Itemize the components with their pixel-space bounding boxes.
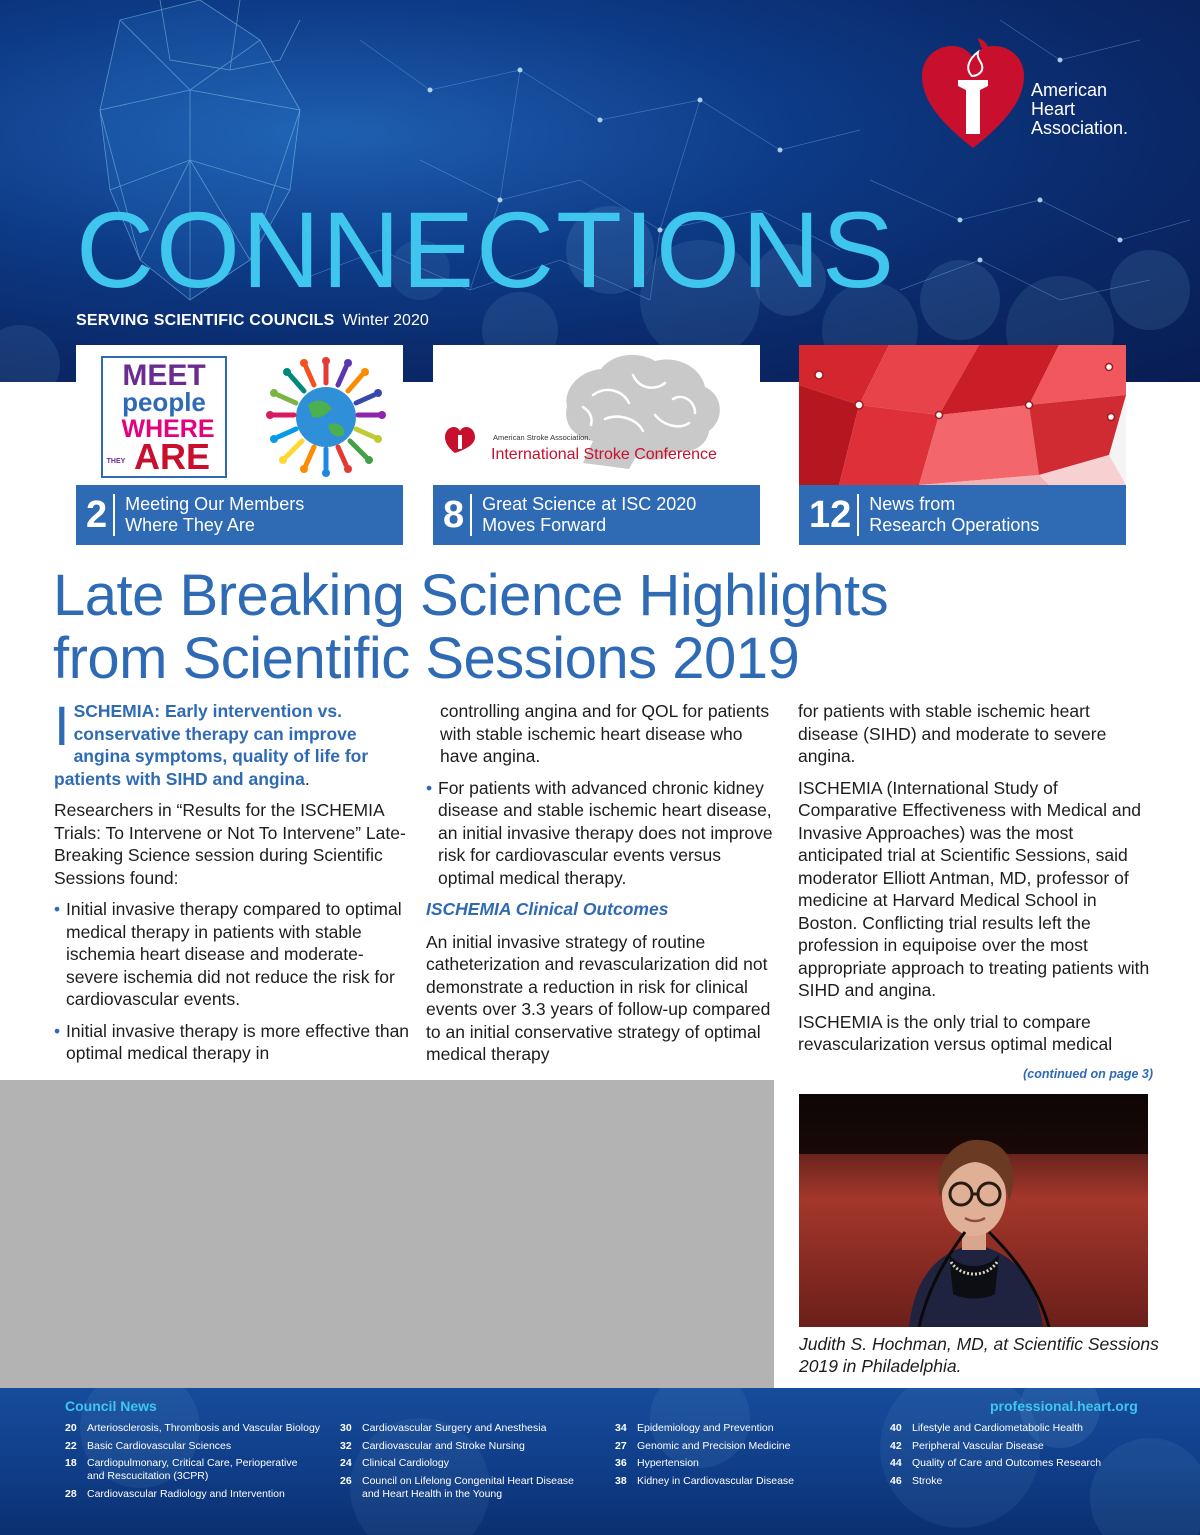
bullet-item: • For patients with advanced chronic kidney disease and stable ischemic heart disease, an initial invasive therapy does not improve risk for cardiovascular events versus optimal medical therapy.	[426, 777, 776, 890]
research-image	[799, 345, 1126, 485]
issue-date: Winter 2020	[342, 312, 429, 329]
council-name: Epidemiology and Prevention	[637, 1422, 774, 1434]
council-name-line: Council on Lifelong Congenital Heart Disease	[362, 1474, 574, 1487]
article-column-1	[54, 694, 414, 1074]
council-name: Stroke	[912, 1474, 943, 1487]
feature-card-research[interactable]	[799, 345, 1126, 545]
aha-logo-icon	[920, 30, 1026, 152]
feature-card-title-line: Meeting Our Members	[125, 494, 305, 514]
council-name: Lifestyle and Cardiometabolic Health	[912, 1422, 1084, 1434]
council-list-column	[340, 1422, 607, 1505]
intro-paragraph: Researchers in “Results for the ISCHEMIA Trials: To Intervene or Not To Intervene” Late-Breaking Science session during Scientific Sessions found:	[54, 800, 406, 888]
council-page: 40	[890, 1422, 902, 1434]
bullet-continuation: controlling angina and for QOL for patients with stable ischemic heart disease who have angina.	[440, 701, 770, 766]
council-name-line: and Heart Health in the Young	[362, 1487, 503, 1500]
placeholder-panel	[0, 1080, 774, 1388]
where-word: WHERE	[121, 415, 215, 443]
masthead-title: CONNECTIONS	[76, 189, 897, 310]
stroke-association-label: American Stroke Association.	[493, 433, 591, 442]
council-item[interactable]	[340, 1422, 607, 1435]
council-item[interactable]	[340, 1475, 607, 1501]
council-name: Quality of Care and Outcomes Research	[912, 1457, 1102, 1469]
council-name: Arteriosclerosis, Thrombosis and Vascular Biology	[87, 1422, 321, 1434]
body-paragraph: ISCHEMIA is the only trial to compare revascularization versus optimal medical	[798, 1011, 1113, 1054]
feature-card-title-line: Moves Forward	[482, 515, 607, 535]
they-word: THEY	[106, 458, 126, 465]
article-column-2	[426, 700, 776, 1075]
serving-label: SERVING SCIENTIFIC COUNCILS	[76, 312, 335, 329]
council-name: Cardiovascular Surgery and Anesthesia	[362, 1422, 547, 1434]
feature-card-title	[115, 494, 304, 536]
council-name: Cardiovascular Radiology and Intervention	[87, 1487, 285, 1500]
council-name: Clinical Cardiology	[362, 1457, 449, 1469]
council-page: 24	[340, 1457, 352, 1469]
drop-cap: I	[54, 694, 70, 757]
council-news-title: Council News	[65, 1398, 157, 1414]
feature-card-bar	[76, 485, 403, 545]
meet-people-graphic	[76, 345, 403, 485]
council-page: 42	[890, 1439, 902, 1452]
council-page: 46	[890, 1474, 902, 1487]
council-item[interactable]	[65, 1488, 332, 1501]
council-item[interactable]	[65, 1440, 332, 1453]
council-name: Basic Cardiovascular Sciences	[87, 1439, 232, 1452]
meet-word: MEET	[122, 359, 206, 392]
lead-period: .	[304, 768, 310, 789]
council-page: 36	[615, 1457, 627, 1469]
council-list-column	[615, 1422, 882, 1492]
council-item[interactable]	[615, 1440, 882, 1453]
are-word: ARE	[133, 436, 211, 477]
lead-text: SCHEMIA: Early intervention vs. conservative therapy can improve angina symptoms, quality of life for patients with SIHD and angina	[54, 701, 369, 789]
council-item[interactable]	[340, 1457, 607, 1470]
council-news-footer	[0, 1388, 1200, 1535]
council-page: 32	[340, 1439, 352, 1452]
council-item[interactable]	[890, 1457, 1157, 1470]
council-page: 26	[340, 1474, 352, 1487]
council-page: 28	[65, 1487, 77, 1500]
council-page: 30	[340, 1422, 352, 1434]
lead-paragraph	[54, 694, 414, 790]
page-number: 8	[433, 494, 472, 536]
feature-card-title	[472, 494, 696, 536]
speaker-photo	[799, 1094, 1148, 1327]
brain-graphic	[433, 345, 760, 485]
feature-card-title-line: Where They Are	[125, 515, 255, 535]
speaker-illustration	[799, 1094, 1148, 1327]
page-number: 2	[76, 494, 115, 536]
council-item[interactable]	[615, 1475, 882, 1488]
masthead-banner	[0, 0, 1200, 382]
council-name	[87, 1457, 332, 1483]
photo-caption: Judith S. Hochman, MD, at Scientific Sessions 2019 in Philadelphia.	[799, 1334, 1159, 1376]
council-item[interactable]	[615, 1422, 882, 1435]
council-item[interactable]	[65, 1457, 332, 1483]
headline-line: Late Breaking Science Highlights	[53, 563, 889, 628]
aha-wordmark-line: Association.	[1031, 118, 1129, 138]
meet-people-image	[76, 345, 403, 485]
council-page: 44	[890, 1457, 902, 1469]
red-polygon-graphic	[799, 345, 1126, 485]
council-item[interactable]	[615, 1457, 882, 1470]
council-name-line: Cardiopulmonary, Critical Care, Perioperative	[87, 1457, 298, 1469]
article-column-3	[798, 700, 1153, 1085]
continued-link[interactable]: (continued on page 3)	[1023, 1066, 1153, 1081]
feature-card-members[interactable]	[76, 345, 403, 545]
body-paragraph: for patients with stable ischemic heart disease (SIHD) and moderate to severe angina.	[798, 701, 1107, 766]
feature-card-isc[interactable]	[433, 345, 760, 545]
page-number: 12	[799, 494, 859, 536]
aha-wordmark	[1031, 81, 1128, 138]
council-page: 22	[65, 1439, 77, 1452]
body-paragraph: An initial invasive strategy of routine catheterization and revascularization did not demonstrate a reduction in risk for clinical events over 3.3 years of follow-up compared to an initial conservative strategy of optimal medical therapy	[426, 931, 771, 1064]
section-subhead: ISCHEMIA Clinical Outcomes	[426, 899, 669, 919]
council-item[interactable]	[65, 1422, 332, 1435]
council-page: 38	[615, 1474, 627, 1487]
council-item[interactable]	[890, 1422, 1157, 1435]
council-page: 27	[615, 1439, 627, 1452]
council-name: Cardiovascular and Stroke Nursing	[362, 1439, 525, 1452]
issue-line	[76, 312, 429, 330]
council-item[interactable]	[890, 1475, 1157, 1488]
people-word: people	[122, 387, 206, 417]
council-page: 18	[65, 1457, 77, 1469]
stroke-conference-label: International Stroke Conference	[491, 446, 717, 463]
council-name: Kidney in Cardiovascular Disease	[637, 1474, 794, 1487]
council-name	[362, 1475, 607, 1501]
aha-wordmark-line: American	[1031, 80, 1108, 100]
council-page: 34	[615, 1422, 627, 1434]
council-name-line: and Rescucitation (3CPR)	[87, 1470, 209, 1482]
website-link[interactable]: professional.heart.org	[990, 1398, 1138, 1414]
feature-card-bar	[799, 485, 1126, 545]
council-name: Hypertension	[637, 1457, 699, 1469]
bullet-item: • Initial invasive therapy compared to optimal medical therapy in patients with stable ischemia heart disease and moderate-severe ischemia did not reduce the risk for cardiovascular events.	[54, 898, 414, 1011]
article-headline	[53, 564, 1153, 690]
council-name: Genomic and Precision Medicine	[637, 1439, 791, 1452]
feature-card-title	[859, 494, 1039, 536]
council-list-column	[890, 1422, 1157, 1492]
bullet-item: • Initial invasive therapy is more effective than optimal medical therapy in	[54, 1020, 414, 1065]
council-name: Peripheral Vascular Disease	[912, 1439, 1044, 1452]
body-paragraph: ISCHEMIA (International Study of Comparative Effectiveness with Medical and Invasive Approaches) was the most anticipated trial at Scientific Sessions, said moderator Elliott Antman, MD, professor of medicine at Harvard Medical School in Boston. Conflicting trial results left the profession in equipoise over the most appropriate approach to treating patients with SIHD and angina.	[798, 777, 1150, 1000]
headline-line: from Scientific Sessions 2019	[53, 626, 800, 691]
council-item[interactable]	[340, 1440, 607, 1453]
feature-card-title-line: Research Operations	[869, 515, 1040, 535]
stroke-conference-image	[433, 345, 760, 485]
feature-card-title-line: News from	[869, 494, 956, 514]
council-item[interactable]	[890, 1440, 1157, 1453]
aha-wordmark-line: Heart	[1031, 99, 1076, 119]
council-list-column	[65, 1422, 332, 1505]
feature-card-title-line: Great Science at ISC 2020	[482, 494, 697, 514]
feature-card-bar	[433, 485, 760, 545]
council-page: 20	[65, 1422, 77, 1434]
